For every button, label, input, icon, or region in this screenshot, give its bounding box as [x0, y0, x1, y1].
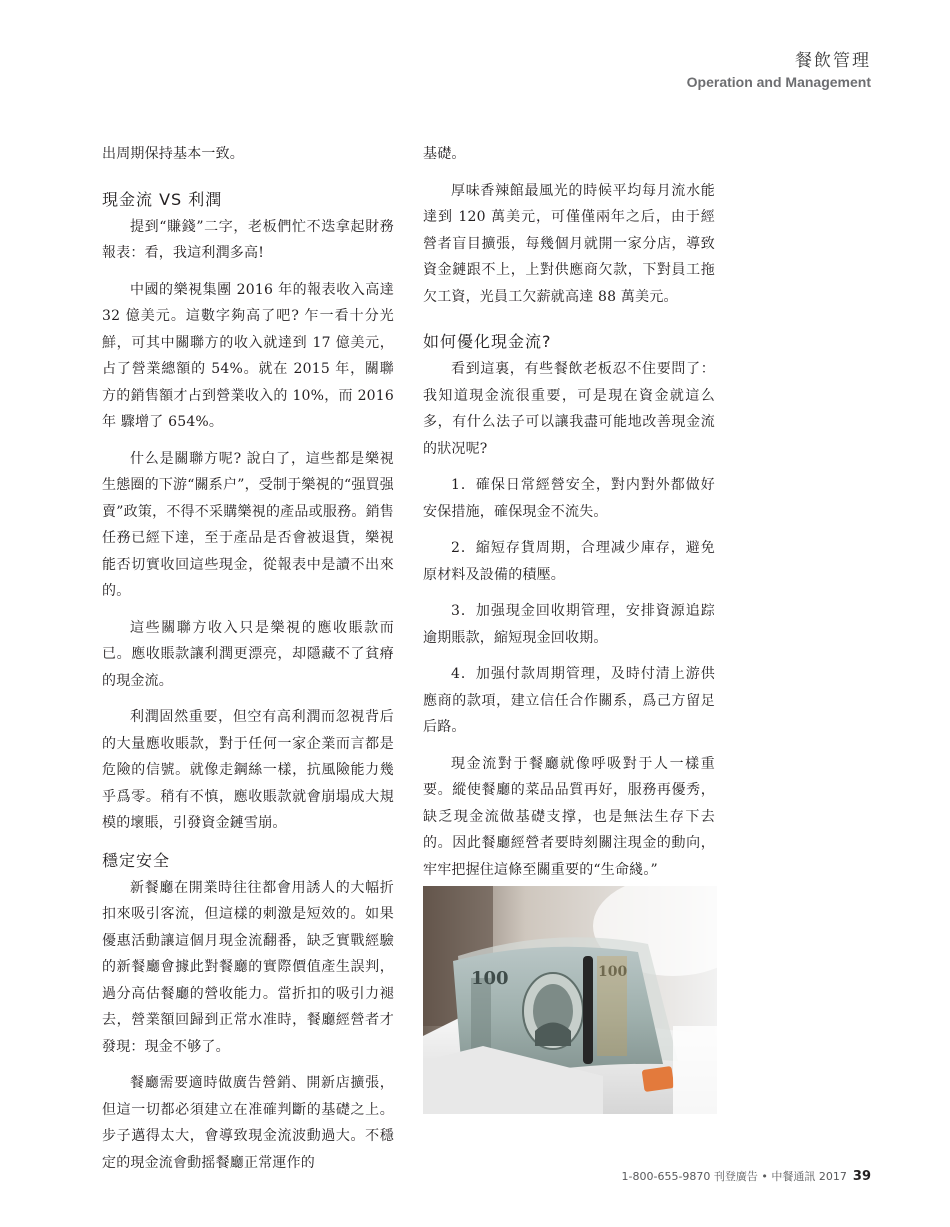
- heading-optimize-cashflow: 如何優化現金流?: [423, 332, 552, 351]
- paragraph: 現金流對于餐廳就像呼吸對于人一樣重要。縱使餐廳的菜品品質再好，服務再優秀，缺乏現金流做基礎支撑，也是無法生存下去的。因此餐廳經營者要時刻關注現金的動向，牢牢把握住這條至關重要的“生命綫。”: [423, 755, 715, 878]
- footer-text: 1-800-655-9870 刊登廣告 • 中餐通訊 2017: [621, 1170, 847, 1183]
- left-column: [102, 141, 394, 1186]
- paragraph: 看到這裏，有些餐飲老板忍不住要問了：我知道現金流很重要，可是現在資金就這么多，有什么法子可以讓我盡可能地改善現金流的狀况呢?: [423, 361, 715, 457]
- paragraph: 出周期保持基本一致。: [102, 146, 244, 162]
- right-column: [423, 141, 715, 893]
- paragraph: 中國的樂視集團 2016 年的報表收入高達 32 億美元。這數字夠高了吧? 乍一看十分光鮮，可其中關聯方的收入就達到 17 億美元，占了營業總額的 54%。就在 2015 年，關聯方的銷售額才占到營業收入的 10%，而 2016 年 驟增了 654%。: [102, 281, 394, 430]
- svg-text:100: 100: [471, 968, 509, 989]
- section-subtitle: Operation and Management: [686, 74, 871, 90]
- section-title: 餐飲管理: [795, 51, 871, 71]
- list-item: 3．加强現金回收期管理，安排資源追踪逾期賬款，縮短現金回收期。: [423, 603, 715, 646]
- page-footer: [622, 1168, 871, 1186]
- paragraph: 厚味香辣館最風光的時候平均每月流水能達到 120 萬美元，可僅僅兩年之后，由于經營者盲目擴張，每幾個月就開一家分店，導致資金鏈跟不上，上對供應商欠款，下對員工拖欠工資，光員工欠薪就高達 88 萬美元。: [423, 182, 715, 305]
- paragraph: 利潤固然重要，但空有高利潤而忽視背后的大量應收賬款，對于任何一家企業而言都是危險的信號。就像走鋼絲一樣，抗風險能力幾乎爲零。稍有不慎，應收賬款就會崩塌成大規模的壞賬，引發資金鏈雪崩。: [102, 709, 394, 831]
- paragraph: 什么是關聯方呢? 說白了，這些都是樂視生態圈的下游“關系户”，受制于樂視的“强買强賣”政策，不得不采購樂視的產品或服務。銷售任務已經下達，至于產品是否會被退貨，樂視能否切實收回這些現金，從報表中是讀不出來的。: [102, 450, 394, 599]
- list-item: 2．縮短存貨周期，合理减少庫存，避免原材料及設備的積壓。: [423, 540, 715, 583]
- paragraph: 餐廳需要適時做廣告營銷、開新店擴張，但這一切都必須建立在准確判斷的基礎之上。步子邁得太大，會導致現金流波動過大。不穩定的現金流會動摇餐廳正常運作的: [102, 1075, 394, 1171]
- money-counter-photo: [423, 886, 717, 1114]
- svg-text:100: 100: [598, 964, 628, 980]
- paragraph: 提到“賺錢”二字，老板們忙不迭拿起財務報表：看，我這利潤多高!: [102, 218, 394, 261]
- heading-cashflow-vs-profit: 現金流 VS 利潤: [102, 189, 223, 209]
- list-item: 4．加强付款周期管理，及時付清上游供應商的款項，建立信任合作關系，爲己方留足后路。: [423, 666, 715, 735]
- paragraph: 新餐廳在開業時往往都會用誘人的大幅折扣來吸引客流，但這樣的刺激是短效的。如果優惠活動讓這個月現金流翻番，缺乏實戰經驗的新餐廳會據此對餐廳的實際價值產生誤判，過分高估餐廳的營收能力。當折扣的吸引力褪去，營業額回歸到正常水准時，餐廳經營者才發現：現金不够了。: [102, 879, 394, 1055]
- paragraph: 基礎。: [423, 146, 466, 162]
- paragraph: 這些關聯方收入只是樂視的應收賬款而已。應收賬款讓利潤更漂亮，却隱藏不了貧瘠的現金流。: [102, 619, 394, 689]
- list-item: 1．確保日常經營安全，對内對外都做好安保措施，確保現金不流失。: [423, 477, 715, 520]
- page-header: [687, 50, 871, 92]
- page-number: 39: [852, 1169, 871, 1184]
- heading-stable-safe: 穩定安全: [102, 850, 171, 870]
